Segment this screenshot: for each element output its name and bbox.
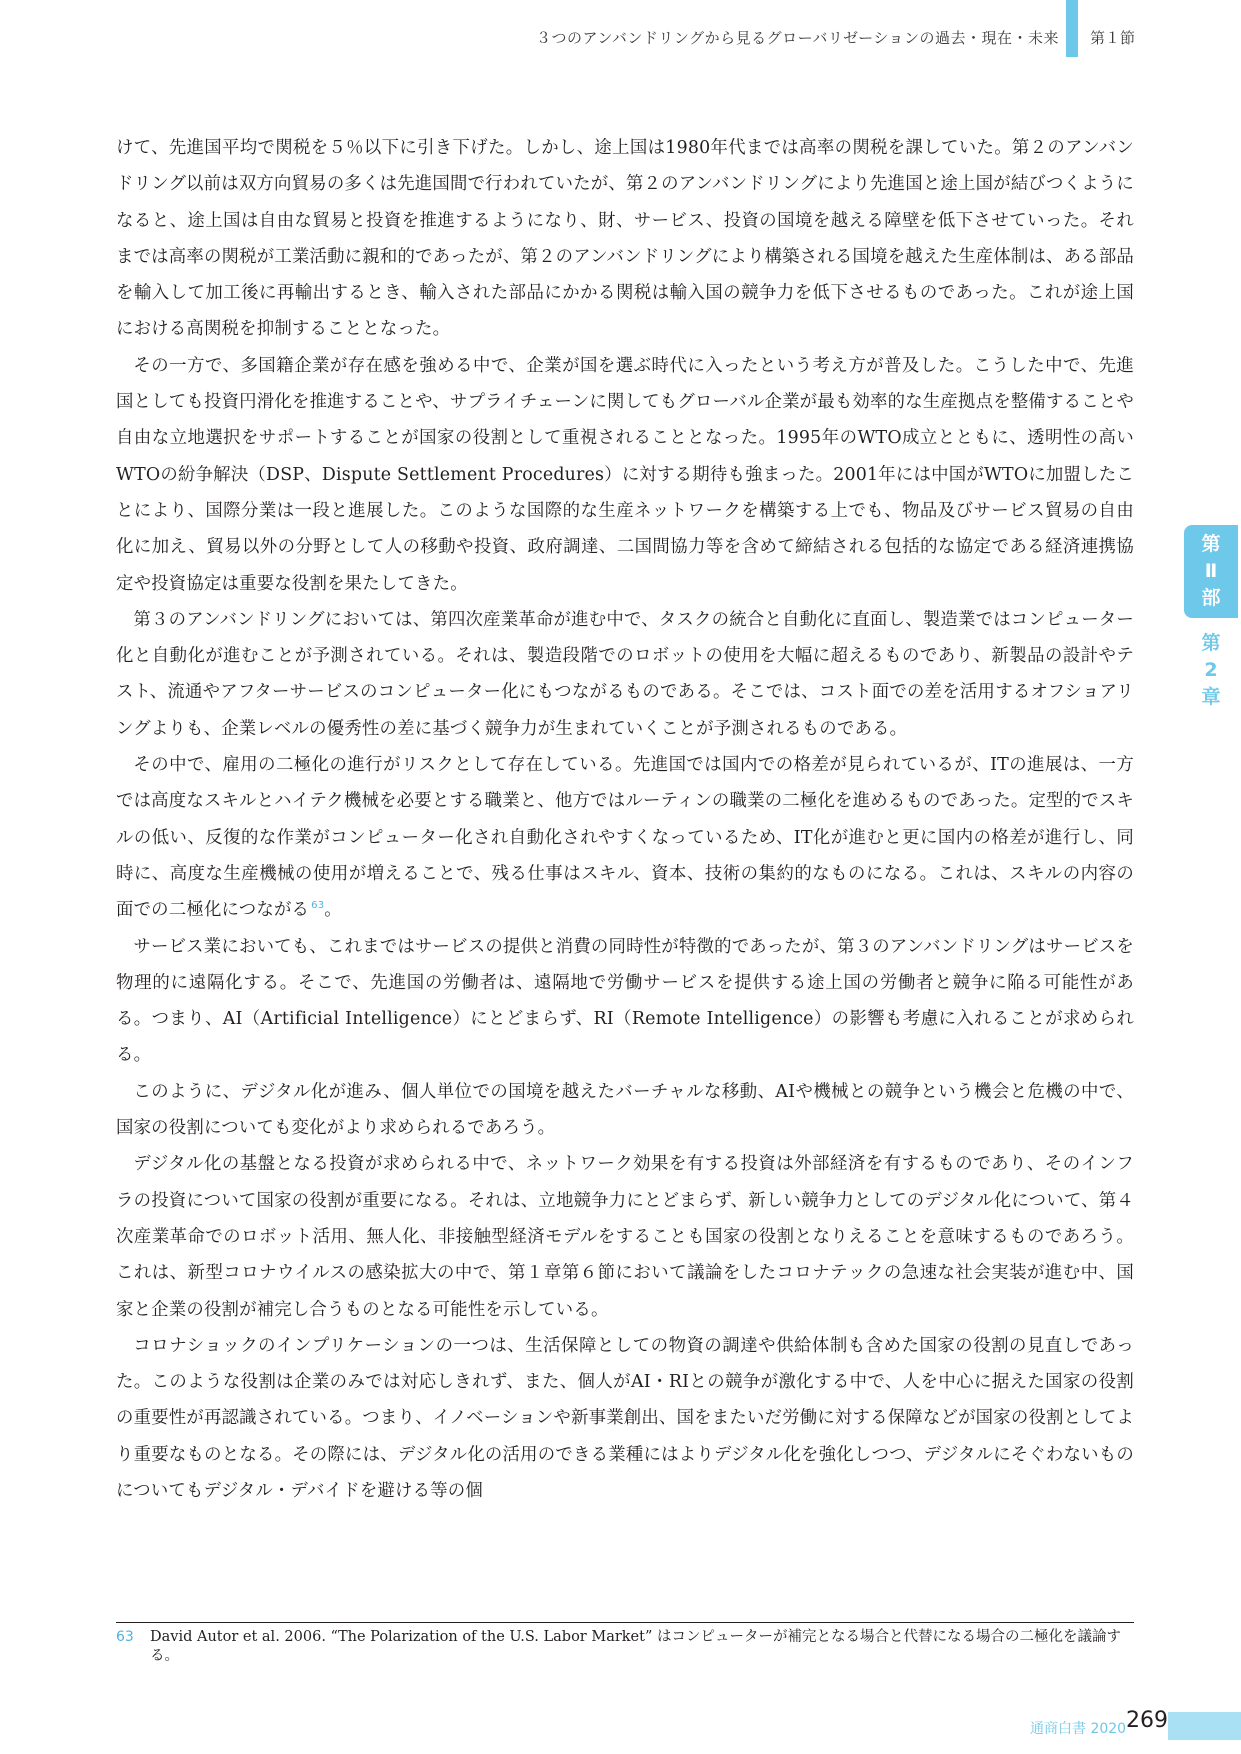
chapter-tab-char: 第 [1201,632,1221,654]
paragraph: その一方で、多国籍企業が存在感を強める中で、企業が国を選ぶ時代に入ったという考え方が普及した。こうした中で、先進国としても投資円滑化を推進することや、サプライチェーンに関してもグローバル企業が最も効率的な生産拠点を整備することや自由な立地選択をサポートすることが国家の役割として重視されることとなった。1995年のWTO成立とともに、透明性の高いWTOの紛争解決（DSP、Dispute Settlement Procedures）に対する期待も強まった。2001年には中国がWTOに加盟したことにより、国際分業は一段と進展した。このような国際的な生産ネットワークを構築する上でも、物品及びサービス貿易の自由化に加え、貿易以外の分野として人の移動や投資、政府調達、二国間協力等を含めて締結される包括的な協定である経済連携協定や投資協定は重要な役割を果たしてきた。 [116,355,1134,594]
footnote-text: David Autor et al. 2006. “The Polarization of the U.S. Labor Market” はコンピューターが補完となる場合と代替になる場合の二極化を議論する。 [150,1629,1121,1664]
page-header [0,0,1241,60]
chapter-tab [1184,628,1238,718]
running-title: ３つのアンバンドリングから見るグローバリゼーションの過去・現在・未来 [536,29,1059,47]
paragraph: このように、デジタル化が進み、個人単位での国境を越えたバーチャルな移動、AIや機械との競争という機会と危機の中で、国家の役割についても変化がより求められるであろう。 [116,1081,1134,1139]
paragraph: 第３のアンバンドリングにおいては、第四次産業革命が進む中で、タスクの統合と自動化に直面し、製造業ではコンピューター化と自動化が進むことが予測されている。それは、製造段階でのロボットの使用を大幅に超えるものであり、新製品の設計やテスト、流通やアフターサービスのコンピューター化にもつながるものである。そこでは、コスト面での差を活用するオフショアリングよりも、企業レベルの優秀性の差に基づく競争力が生まれていくことが予測されるものである。 [116,609,1134,739]
paragraph: けて、先進国平均で関税を５％以下に引き下げた。しかし、途上国は1980年代までは高率の関税を課していた。第２のアンバンドリング以前は双方向貿易の多くは先進国間で行われていたが、第２のアンバンドリングにより先進国と途上国が結びつくようになると、途上国は自由な貿易と投資を推進するようになり、財、サービス、投資の国境を越える障壁を低下させていった。それまでは高率の関税が工業活動に親和的であったが、第２のアンバンドリングにより構築される国境を越えた生産体制は、ある部品を輸入して加工後に再輸出するとき、輸入された部品にかかる関税は輸入国の競争力を低下させるものであった。これが途上国における高関税を抑制することとなった。 [116,138,1134,340]
footnote-number: 63 [116,1629,134,1645]
part-tab [1184,525,1238,618]
publication-title: 通商白書 2020 [1030,1721,1127,1737]
chapter-tab-char: 2 [1204,659,1218,681]
body-text [116,130,1134,1509]
part-tab-char: Ⅱ [1204,560,1218,582]
paragraph: コロナショックのインプリケーションの一つは、生活保障としての物資の調達や供給体制も含めた国家の役割の見直しであった。このような役割は企業のみでは対応しきれず、また、個人がAI・RIとの競争が激化する中で、人を中心に据えた国家の役割の重要性が再認識されている。つまり、イノベーションや新事業創出、国をまたいだ労働に対する保障などが国家の役割としてより重要なものとなる。その際には、デジタル化の活用のできる業種にはよりデジタル化を強化しつつ、デジタルにそぐわないものについてもデジタル・デバイドを避ける等の個 [116,1335,1134,1501]
footnote [116,1628,1134,1666]
paragraph: デジタル化の基盤となる投資が求められる中で、ネットワーク効果を有する投資は外部経済を有するものであり、そのインフラの投資について国家の役割が重要になる。それは、立地競争力にとどまらず、新しい競争力としてのデジタル化について、第４次産業革命でのロボット活用、無人化、非接触型経済モデルをすることも国家の役割となりえることを意味するものであろう。これは、新型コロナウイルスの感染拡大の中で、第１章第６節において議論をしたコロナテックの急速な社会実装が進む中、国家と企業の役割が補完し合うものとなる可能性を示している。 [116,1154,1134,1320]
header-accent-bar [1066,0,1078,57]
paragraph: サービス業においても、これまではサービスの提供と消費の同時性が特徴的であったが、第３のアンバンドリングはサービスを物理的に遠隔化する。そこで、先進国の労働者は、遠隔地で労働サービスを提供する途上国の労働者と競争に陥る可能性がある。つまり、AI（Artificial Intelligence）にとどまらず、RI（Remote Intelligence）の影響も考慮に入れることが求められる。 [116,936,1134,1066]
paragraph-text: その中で、雇用の二極化の進行がリスクとして存在している。先進国では国内での格差が見られているが、ITの進展は、一方では高度なスキルとハイテク機械を必要とする職業と、他方ではルーティンの職業の二極化を進めるものであった。定型的でスキルの低い、反復的な作業がコンピューター化され自動化されやすくなっているため、IT化が進むと更に国内の格差が進行し、同時に、高度な生産機械の使用が増えることで、残る仕事はスキル、資本、技術の集約的なものになる。これは、スキルの内容の面での二極化につながる [116,755,1134,921]
footnote-divider [116,1622,1134,1623]
footer-accent-bar [1168,1712,1241,1740]
part-tab-char: 部 [1201,587,1221,609]
part-tab-char: 第 [1201,533,1221,555]
paragraph-end: 。 [324,900,342,921]
page-number: 269 [1126,1708,1168,1733]
chapter-tab-char: 章 [1201,686,1221,708]
footnote-reference[interactable]: 63 [311,900,325,912]
section-label: 第１節 [1090,29,1136,47]
paragraph [116,747,1134,928]
